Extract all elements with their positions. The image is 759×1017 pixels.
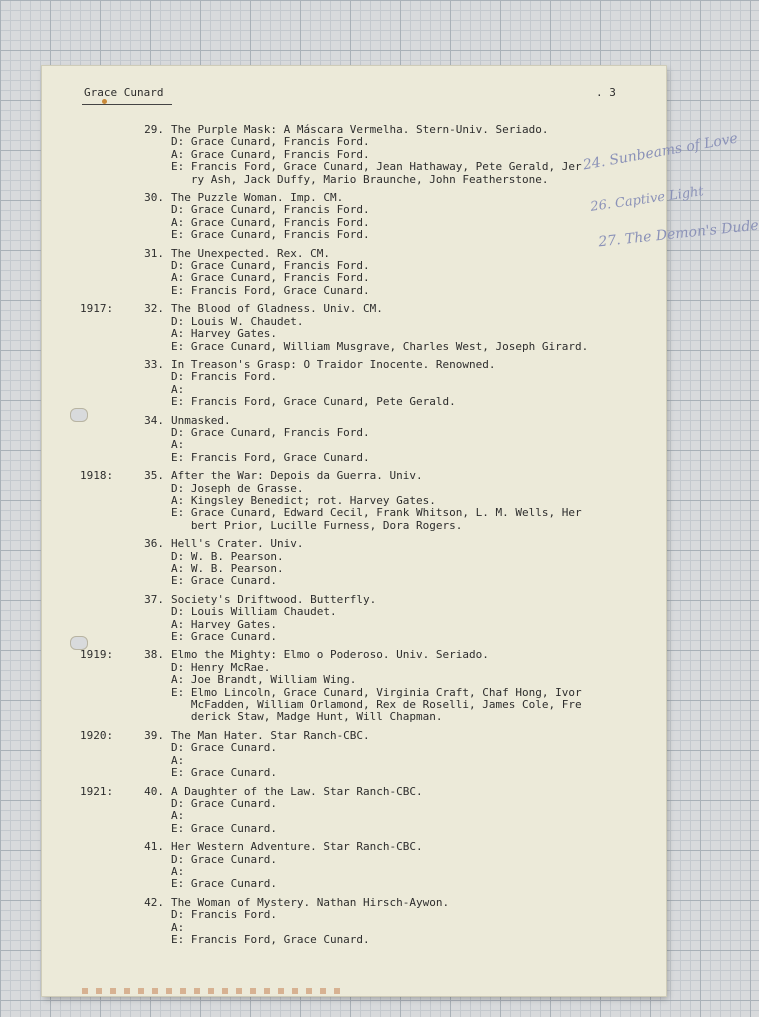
film-entry [42,786,666,836]
entry-credit-line: E: Grace Cunard. [171,877,277,891]
entry-credit-line: D: W. B. Pearson. [171,549,284,563]
entry-title: The Woman of Mystery. Nathan Hirsch-Aywon. [171,895,450,909]
entry-credit-line: A: Grace Cunard, Francis Ford. [171,147,370,161]
film-entry [42,248,666,298]
entry-credit-line: E: Grace Cunard. [171,821,277,835]
entry-credit-line: A: Harvey Gates. [171,327,277,341]
film-entry [42,897,666,947]
entry-credit-line: A: W. B. Pearson. [171,562,284,575]
film-entry [42,470,666,532]
entry-credit-line: E: Francis Ford, Grace Cunard. [171,450,370,464]
entry-credit-line: D: Louis William Chaudet. [171,605,337,619]
entry-lines [171,594,641,644]
entry-number: 42. [144,895,164,909]
entry-lines [171,786,641,836]
entry-title: A Daughter of the Law. Star Ranch-CBC. [171,784,423,798]
entry-credit-line: E: Grace Cunard. [171,630,277,644]
film-entry [42,730,666,780]
entry-title: The Blood of Gladness. Univ. CM. [171,302,383,316]
entry-lines [171,303,641,353]
page-header-name: Grace Cunard [84,86,164,99]
entry-credit-line: D: Francis Ford. [171,370,277,384]
entry-title: Elmo the Mighty: Elmo o Poderoso. Univ. Seriado. [171,648,489,662]
entry-title: Hell's Crater. Univ. [171,537,304,551]
entry-title: Society's Driftwood. Butterfly. [171,592,377,606]
entry-credit-line: A: [171,438,185,452]
entry-credit-line: A: Harvey Gates. [171,617,277,631]
entry-year: 1921: [80,784,114,798]
entry-credit-line: E: Grace Cunard, Francis Ford. [171,228,370,242]
entry-lines [171,841,641,891]
entry-year: 1917: [80,302,114,316]
entry-lines [171,538,641,588]
entry-credit-line: E: Grace Cunard. [171,766,277,780]
entry-number: 39. [144,728,164,742]
document-page [42,66,759,996]
entry-credit-line: D: Grace Cunard. [171,741,277,755]
entry-title: The Man Hater. Star Ranch-CBC. [171,728,370,742]
entry-title: After the War: Depois da Guerra. Univ. [171,469,423,483]
entry-lines [171,730,641,780]
entry-credit-line: D: Grace Cunard, Francis Ford. [171,135,370,149]
entry-lines [171,897,641,947]
film-entry [42,359,666,409]
entry-number: 34. [144,413,164,427]
film-entry [42,303,666,353]
entry-credit-line: A: Kingsley Benedict; rot. Harvey Gates. [171,493,436,507]
entry-credit-line: D: Grace Cunard, Francis Ford. [171,203,370,217]
entry-lines [171,192,641,242]
entry-credit-line: D: Francis Ford. [171,908,277,922]
entry-title: In Treason's Grasp: O Traidor Inocente. Renowned. [171,357,496,371]
entry-year: 1920: [80,728,114,742]
entry-title: Unmasked. [171,413,231,427]
entry-lines [171,359,641,409]
entry-credit-line: D: Henry McRae. [171,660,271,674]
entry-credit-line: A: [171,864,185,878]
film-entry [42,841,666,891]
entry-number: 41. [144,840,164,854]
entry-credit-line: derick Staw, Madge Hunt, Will Chapman. [171,710,443,724]
entry-title: The Unexpected. Rex. CM. [171,246,330,260]
entry-credit-line: E: Francis Ford, Grace Cunard. [171,283,370,297]
entry-number: 36. [144,537,164,551]
entry-credit-line: A: [171,920,185,934]
entry-lines [171,248,641,298]
entry-lines [171,470,641,532]
handwritten-note: 27. The Demon's Dude [597,217,759,251]
entry-credit-line: D: Grace Cunard, Francis Ford. [171,425,370,439]
entry-title: Her Western Adventure. Star Ranch-CBC. [171,840,423,854]
entry-lines [171,124,641,186]
entry-number: 29. [144,123,164,136]
entry-number: 37. [144,592,164,606]
film-entry [42,192,666,242]
film-entry [42,538,666,588]
film-entry [42,124,666,186]
entry-credit-line: bert Prior, Lucille Furness, Dora Rogers. [171,518,463,532]
entry-number: 33. [144,357,164,371]
entry-number: 40. [144,784,164,798]
entry-credit-line: E: Francis Ford, Grace Cunard. [171,932,370,946]
entry-credit-line: McFadden, William Orlamond, Rex de Roselli, James Cole, Fre [171,698,582,712]
entry-credit-line: D: Grace Cunard. [171,852,277,866]
filmography-list [42,124,666,952]
entry-number: 30. [144,191,164,205]
handwritten-note: 26. Captive Light [589,184,705,215]
entry-credit-line: D: Louis W. Chaudet. [171,314,304,328]
entry-number: 31. [144,246,164,260]
header-underline [82,104,172,105]
entry-credit-line: A: [171,809,185,823]
entry-credit-line: D: Grace Cunard, Francis Ford. [171,259,370,273]
entry-number: 38. [144,648,164,662]
entry-credit-line: E: Grace Cunard. [171,574,277,588]
entry-year: 1918: [80,469,114,483]
film-entry [42,594,666,644]
entry-credit-line: A: [171,382,185,396]
entry-title: The Purple Mask: A Máscara Vermelha. Stern-Univ. Seriado. [171,123,549,136]
film-entry [42,649,666,723]
handwritten-note: 24. Sunbeams of Love [581,130,740,174]
film-entry [42,415,666,465]
page-number: . 3 [596,86,616,99]
entry-credit-line: D: Grace Cunard. [171,796,277,810]
entry-title: The Puzzle Woman. Imp. CM. [171,191,344,205]
entry-credit-line: A: Grace Cunard, Francis Ford. [171,271,370,285]
paper-stains [82,988,342,994]
entry-number: 32. [144,302,164,316]
entry-credit-line: E: Francis Ford, Grace Cunard, Pete Gerald. [171,395,456,409]
entry-credit-line: A: Joe Brandt, William Wing. [171,673,357,687]
entry-credit-line: E: Francis Ford, Grace Cunard, Jean Hathaway, Pete Gerald, Jer [171,160,582,174]
entry-lines [171,649,641,723]
entry-credit-line: E: Grace Cunard, Edward Cecil, Frank Whitson, L. M. Wells, Her [171,506,582,520]
entry-year: 1919: [80,648,114,662]
entry-credit-line: A: [171,753,185,767]
entry-credit-line: E: Grace Cunard, William Musgrave, Charles West, Joseph Girard. [171,339,589,353]
entry-lines [171,415,641,465]
entry-credit-line: A: Grace Cunard, Francis Ford. [171,215,370,229]
entry-credit-line: D: Joseph de Grasse. [171,481,304,495]
entry-number: 35. [144,469,164,483]
entry-credit-line: ry Ash, Jack Duffy, Mario Braunche, John Featherstone. [171,172,549,186]
entry-credit-line: E: Elmo Lincoln, Grace Cunard, Virginia Craft, Chaf Hong, Ivor [171,685,582,699]
